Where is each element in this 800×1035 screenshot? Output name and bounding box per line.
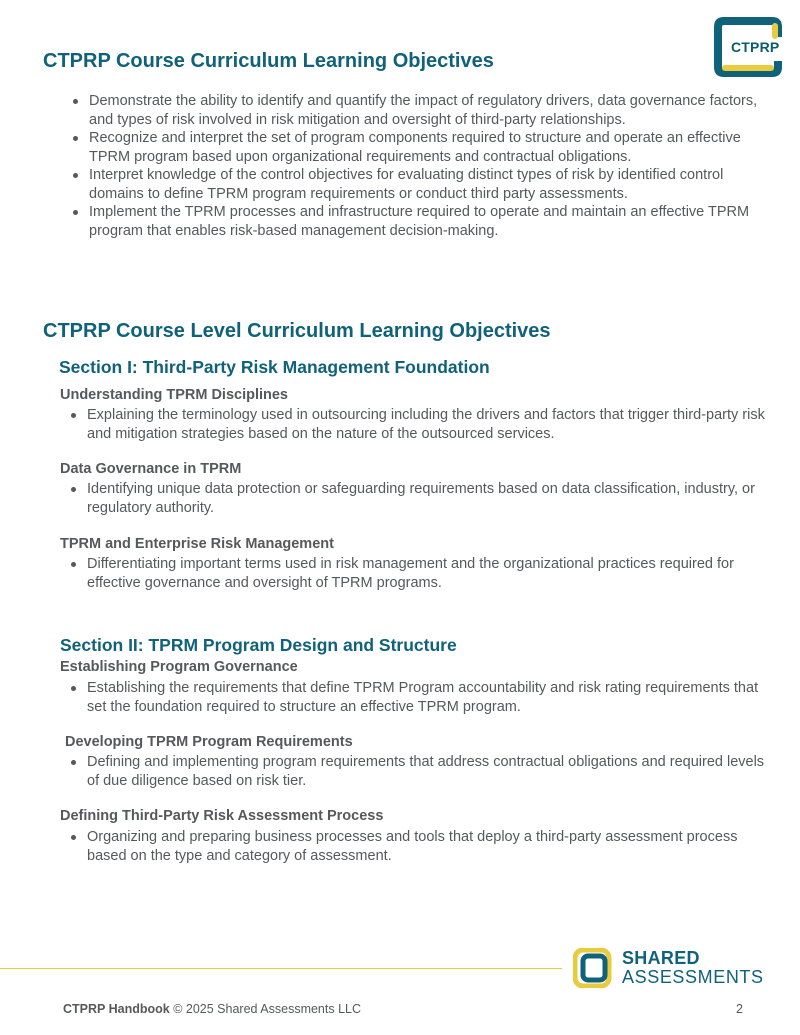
list-item: Demonstrate the ability to identify and quantify the impact of regulatory drivers, data governance factors, and types of risk involved in risk mitigation and oversight of third-party relationships. — [89, 93, 758, 128]
list-item: Differentiating important terms used in risk management and the organizational practices required for effective governance and oversight of TPRM programs. — [87, 555, 767, 592]
group-list — [87, 679, 767, 716]
list-item: Implement the TPRM processes and infrastructure required to operate and maintain an effective TPRM program that enables risk-based management decision-making. — [89, 203, 759, 240]
group-heading: TPRM and Enterprise Risk Management — [60, 536, 334, 552]
section-1-title: Section I: Third-Party Risk Management Foundation — [59, 357, 490, 377]
logo-word-assessments: ASSESSMENTS — [622, 967, 764, 987]
group-heading: Establishing Program Governance — [60, 659, 298, 675]
group-list — [87, 753, 767, 790]
group-list — [87, 555, 767, 592]
group-list — [87, 406, 767, 443]
level-objectives-title: CTPRP Course Level Curriculum Learning Objectives — [43, 320, 551, 342]
footer-copyright-text: © 2025 Shared Assessments LLC — [173, 1002, 362, 1016]
page-number: 2 — [736, 1002, 743, 1016]
group-heading: Understanding TPRM Disciplines — [60, 387, 288, 403]
footer-copyright — [63, 1002, 361, 1016]
shared-assessments-logo-mark — [573, 948, 613, 988]
list-item: Interpret knowledge of the control objectives for evaluating distinct types of risk by identified control domains to define TPRM program requirements or conduct third party assessments. — [89, 166, 759, 203]
shared-assessments-logo — [573, 948, 783, 990]
section-2-title: Section II: TPRM Program Design and Structure — [60, 635, 457, 655]
footer-divider — [0, 968, 562, 969]
logo-word-shared: SHARED — [622, 948, 700, 968]
course-objectives-list — [89, 92, 759, 240]
group-list — [87, 480, 767, 517]
footer-handbook-label: CTPRP Handbook — [63, 1002, 170, 1016]
ctprp-logo — [714, 15, 782, 79]
list-item: Explaining the terminology used in outsourcing including the drivers and factors that trigger third-party risk and mitigation strategies based on the nature of the outsourced services. — [87, 406, 767, 443]
list-item: Establishing the requirements that define TPRM Program accountability and risk rating requirements that set the foundation required to structure an effective TPRM program. — [87, 679, 767, 716]
ctprp-logo-text: CTPRP — [731, 39, 780, 55]
group-heading: Developing TPRM Program Requirements — [65, 734, 353, 750]
list-item: Organizing and preparing business processes and tools that deploy a third-party assessment process based on the type and category of assessment. — [87, 828, 767, 865]
list-item: Recognize and interpret the set of program components required to structure and operate an effective TPRM program based upon organizational requirements and contractual obligations. — [89, 129, 759, 166]
group-list — [87, 828, 767, 865]
group-heading: Data Governance in TPRM — [60, 461, 242, 477]
group-heading: Defining Third-Party Risk Assessment Process — [60, 808, 384, 824]
list-item: Defining and implementing program requirements that address contractual obligations and required levels of due diligence based on risk tier. — [87, 753, 767, 790]
course-objectives-title: CTPRP Course Curriculum Learning Objectives — [43, 50, 494, 72]
list-item: Identifying unique data protection or safeguarding requirements based on data classification, industry, or regulatory authority. — [87, 480, 767, 517]
